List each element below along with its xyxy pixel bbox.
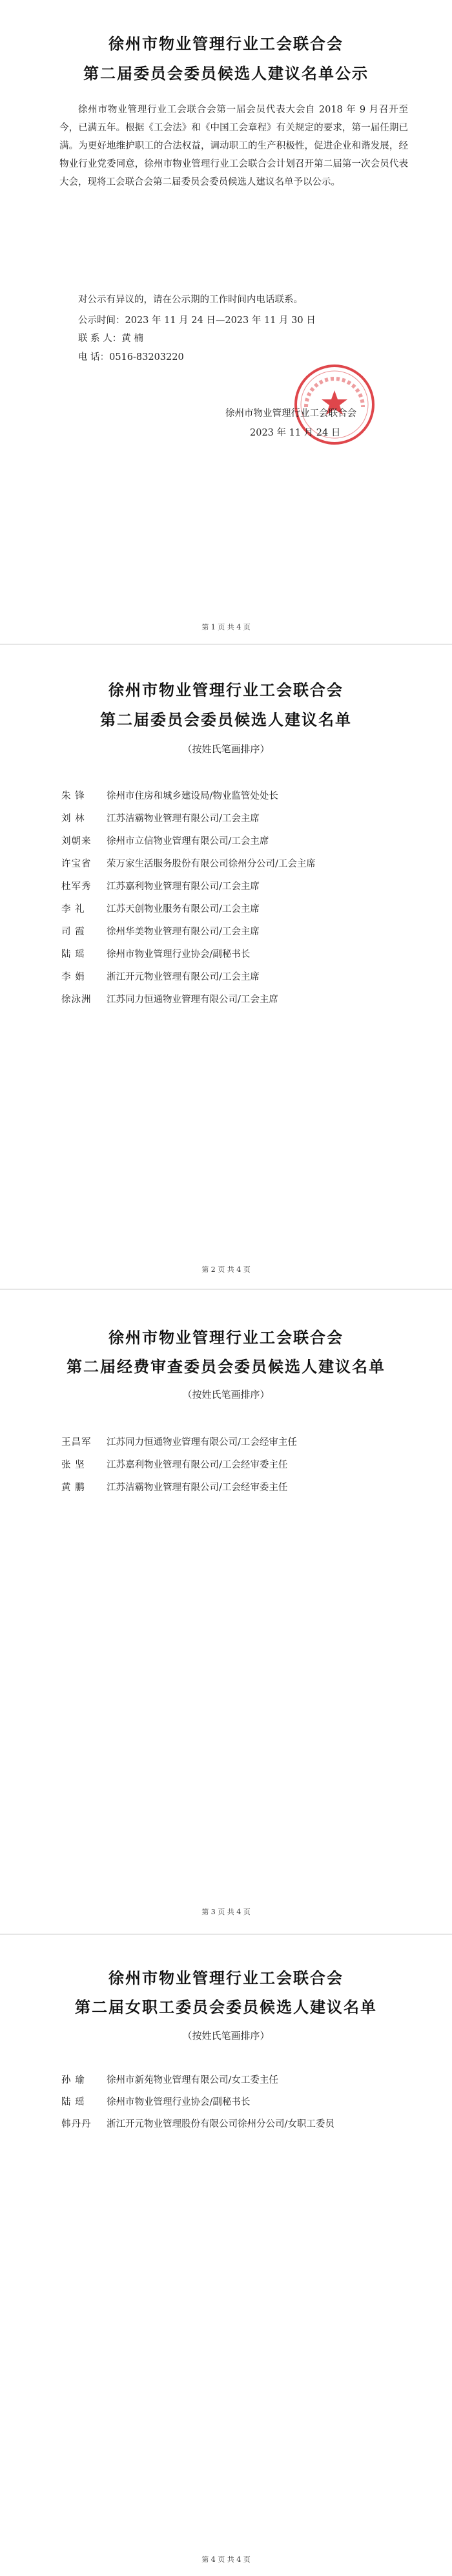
- list-item: 张 坚 江苏嘉利物业管理有限公司/工会经审委主任: [61, 1460, 288, 1470]
- list-item: 刘 林 江苏洁霸物业管理有限公司/工会主席: [61, 814, 260, 824]
- page-2: [0, 645, 452, 1289]
- list-item: 陆 瑶 徐州市物业管理行业协会/副秘书长: [61, 949, 251, 960]
- page-1: [0, 0, 452, 644]
- page-3-title-line2: 第二届经费审查委员会委员候选人建议名单: [67, 1357, 385, 1376]
- page-2-title-line2: 第二届委员会委员候选人建议名单: [100, 710, 352, 729]
- page-2-sort-note: （按姓氏笔画排序）: [182, 743, 270, 755]
- list-item: 朱 锋 徐州市住房和城乡建设局/物业监管处处长: [61, 791, 278, 801]
- page-1-title-line1: 徐州市物业管理行业工会联合会: [108, 34, 344, 53]
- page-1-body-paragraph: 徐州市物业管理行业工会联合会第一届会员代表大会自 2018 年 9 月召开至今，已满五年。根据《工会法》和《中国工会章程》有关规定的要求，第一届任期已满。为更好地维护职工的合法权益，调动职工的生产积极性，促进企业和谐发展，经物业行业党委同意，徐州市物业管理行业工会联合会计划召开第二届第一次会员代表大会，现将工会联合会第二届委员会委员候选人建议名单予以公示。: [59, 105, 408, 187]
- page-4-title-line1: 徐州市物业管理行业工会联合会: [108, 1969, 344, 1987]
- page-3-sort-note: （按姓氏笔画排序）: [182, 1389, 270, 1400]
- list-item: 李 娟 浙江开元物业管理有限公司/工会主席: [61, 972, 260, 982]
- list-item: 王昌军 江苏同力恒通物业管理有限公司/工会经审主任: [61, 1437, 297, 1448]
- contact-phone: 电 话：0516-83203220: [78, 352, 184, 363]
- page-3-title-line1: 徐州市物业管理行业工会联合会: [108, 1328, 344, 1347]
- contact-person: 联 系 人：黄 楠: [78, 333, 143, 344]
- page-4-title-line2: 第二届女职工委员会委员候选人建议名单: [75, 1998, 377, 2016]
- signing-date: 2023 年 11 月 24 日: [250, 428, 341, 438]
- list-item: 陆 瑶 徐州市物业管理行业协会/副秘书长: [61, 2097, 251, 2107]
- publicity-period: 公示时间：2023 年 11 月 24 日—2023 年 11 月 30 日: [78, 315, 316, 326]
- page-2-footer: 第 2 页 共 4 页: [201, 1265, 251, 1274]
- page-4-footer: 第 4 页 共 4 页: [201, 2555, 251, 2564]
- list-item: 许宝省 荣万家生活服务股份有限公司徐州分公司/工会主席: [61, 859, 316, 869]
- page-1-objection-paragraph: 对公示有异议的，请在公示期的工作时间内电话联系。: [78, 295, 303, 305]
- list-item: 刘朝来 徐州市立信物业管理有限公司/工会主席: [61, 836, 269, 847]
- list-item: 杜军秀 江苏嘉利物业管理有限公司/工会主席: [61, 882, 260, 892]
- page-1-footer: 第 1 页 共 4 页: [201, 623, 251, 631]
- page-4-sort-note: （按姓氏笔画排序）: [182, 2030, 270, 2042]
- list-item: 韩丹丹 浙江开元物业管理股份有限公司徐州分公司/女职工委员: [61, 2119, 334, 2129]
- page-3-footer: 第 3 页 共 4 页: [201, 1908, 251, 1916]
- page-1-title-line2: 第二届委员会委员候选人建议名单公示: [83, 64, 369, 83]
- list-item: 司 霞 徐州华美物业管理有限公司/工会主席: [61, 927, 260, 937]
- list-item: 黄 鹏 江苏洁霸物业管理有限公司/工会经审委主任: [61, 1483, 288, 1493]
- list-item: 李 礼 江苏天创物业服务有限公司/工会主席: [61, 904, 260, 914]
- page-2-title-line1: 徐州市物业管理行业工会联合会: [108, 681, 344, 699]
- page-3: [0, 1290, 452, 1934]
- signing-organization: 徐州市物业管理行业工会联合会: [225, 408, 356, 419]
- list-item: 徐泳洲 江苏同力恒通物业管理有限公司/工会主席: [61, 995, 278, 1005]
- page-4: [0, 1935, 452, 2576]
- list-item: 孙 瑜 徐州市新苑物业管理有限公司/女工委主任: [61, 2075, 278, 2085]
